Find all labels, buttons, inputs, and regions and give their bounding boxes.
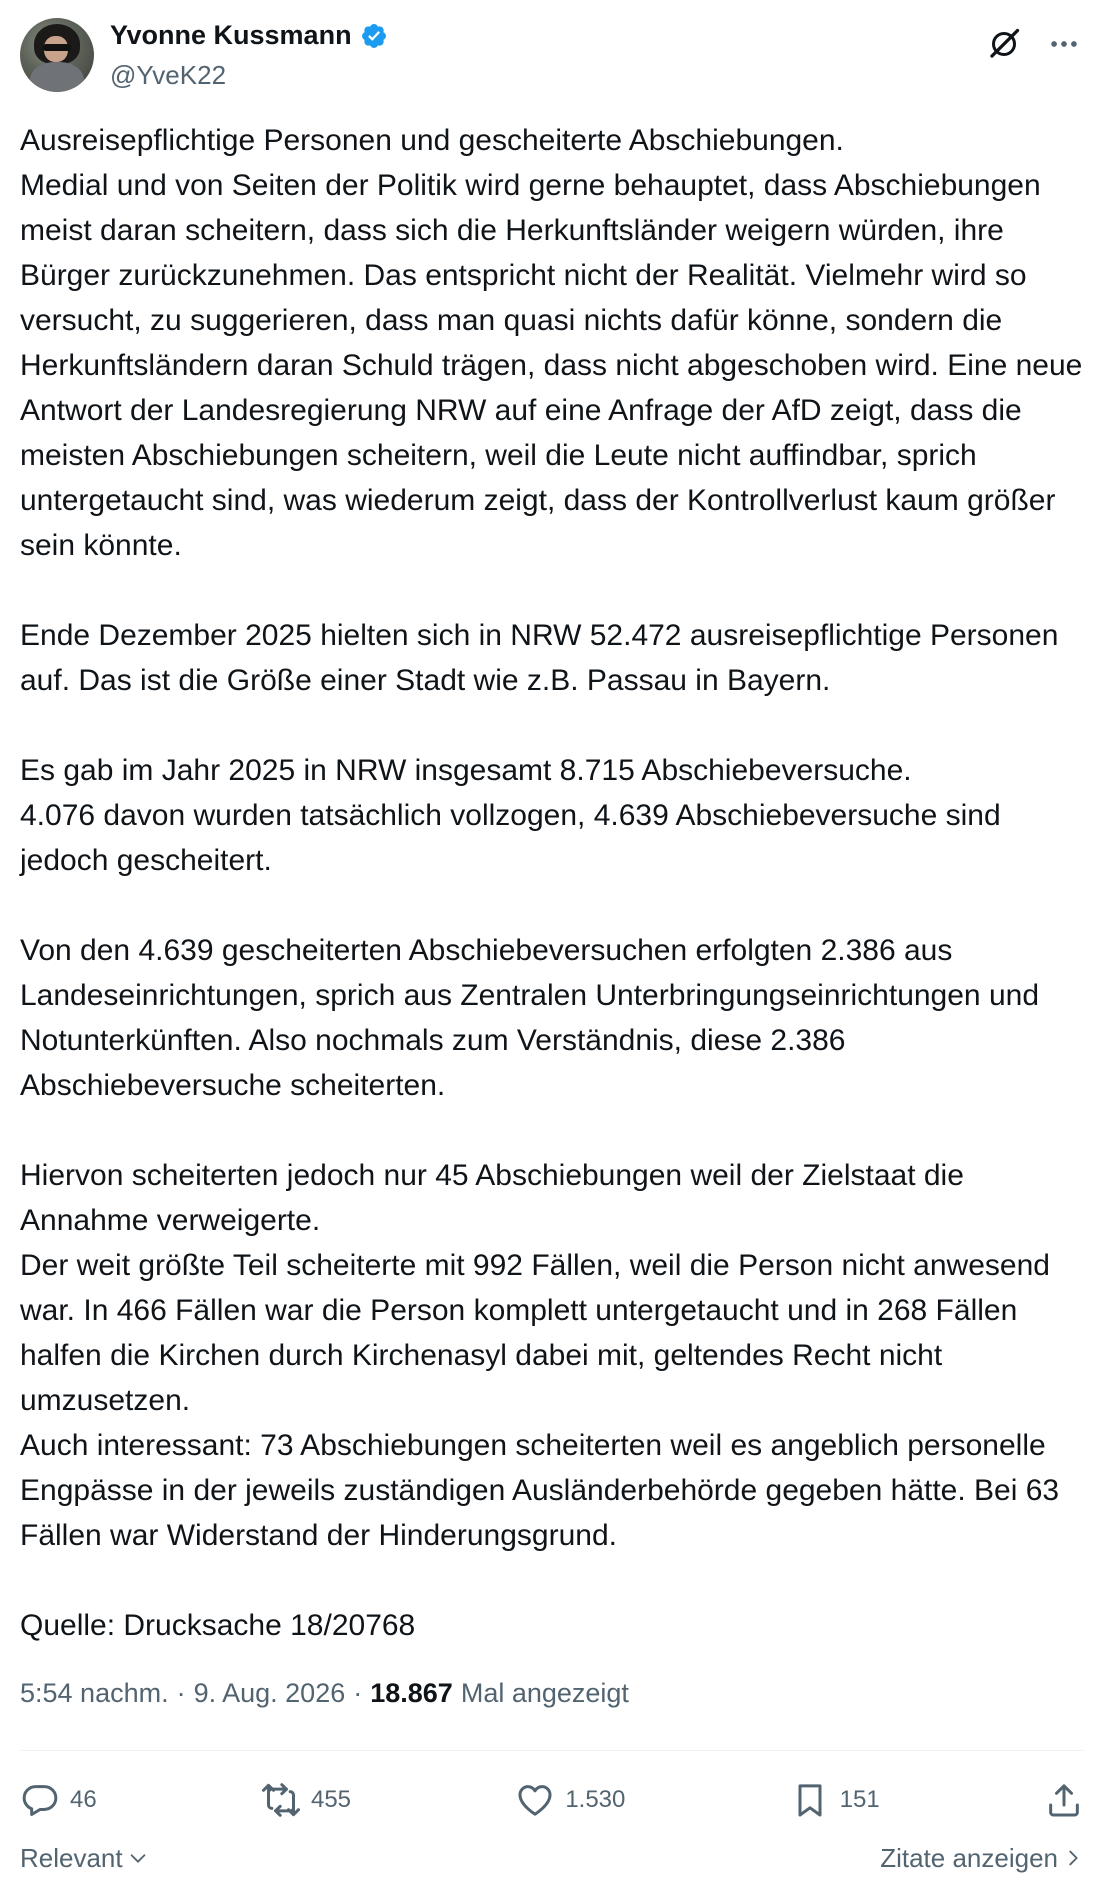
- tweet-line: Quelle: Drucksache 18/20768: [20, 1609, 416, 1642]
- author-name-row[interactable]: [110, 20, 388, 51]
- views-count: 18.867: [370, 1678, 453, 1708]
- tweet-date[interactable]: 9. Aug. 2026: [193, 1678, 346, 1708]
- chevron-down-icon: [127, 1847, 149, 1869]
- reply-count: 46: [70, 1786, 97, 1813]
- bookmark-button[interactable]: [790, 1780, 880, 1820]
- author-handle[interactable]: @YveK22: [110, 60, 227, 90]
- more-dots-icon: [1047, 27, 1081, 61]
- bookmark-count: 151: [839, 1786, 880, 1813]
- share-button[interactable]: [1044, 1780, 1084, 1820]
- sort-dropdown[interactable]: [20, 1843, 149, 1874]
- tweet-line: Es gab im Jahr 2025 in NRW insgesamt 8.715 Abschiebeversuche.: [20, 754, 912, 787]
- action-bar: [20, 1770, 1084, 1830]
- tweet-line: Ende Dezember 2025 hielten sich in NRW 52.472 ausreisepflichtige Personen auf. Das ist die Größe einer Stadt wie z.B. Passau in Bayern.: [20, 619, 1059, 697]
- grok-icon: [986, 26, 1022, 62]
- tweet-line: Auch interessant: 73 Abschiebungen scheiterten weil es angeblich personelle Engpässe in der jeweils zuständigen Ausländerbehörde gegeben hätte. Bei 63 Fällen war Widerstand der Hinderungsgrund.: [20, 1429, 1060, 1552]
- chevron-right-icon: [1062, 1847, 1084, 1869]
- author-name[interactable]: Yvonne Kussmann: [110, 20, 352, 50]
- like-button[interactable]: [515, 1780, 625, 1820]
- heart-icon: [515, 1780, 555, 1820]
- tweet-time[interactable]: 5:54 nachm.: [20, 1678, 169, 1708]
- view-quotes-link[interactable]: [880, 1843, 1084, 1874]
- bookmark-icon: [790, 1780, 830, 1820]
- tweet-text: [20, 118, 1086, 1648]
- meta-separator: ·: [353, 1678, 363, 1708]
- repost-icon: [261, 1780, 301, 1820]
- tweet-line: Hiervon scheiterten jedoch nur 45 Abschiebungen weil der Zielstaat die Annahme verweigerte.: [20, 1159, 964, 1237]
- avatar[interactable]: [20, 18, 94, 92]
- repost-button[interactable]: [261, 1780, 351, 1820]
- tweet-meta: [20, 1678, 629, 1709]
- quotes-label: Zitate anzeigen: [880, 1842, 1058, 1873]
- tweet-line: Medial und von Seiten der Politik wird gerne behauptet, dass Abschiebungen meist daran scheitern, dass sich die Herkunftsländer weigern würden, ihre Bürger zurückzunehmen. Das entspricht nicht der Realität. Vielmehr wird so versucht, zu suggerieren, dass man quasi nichts dafür könne, sondern die Herkunftsländern daran Schuld trägen, dass nicht abgeschoben wird. Eine neue Antwort der Landesregierung NRW auf eine Anfrage der AfD zeigt, dass die meisten Abschiebungen scheitern, weil die Leute nicht auffindbar, sprich untergetaucht sind, was wiederum zeigt, dass der Kontrollverlust kaum größer sein könnte.: [20, 169, 1083, 562]
- share-icon: [1044, 1780, 1084, 1820]
- meta-separator: ·: [176, 1678, 186, 1708]
- tweet-line: Ausreisepflichtige Personen und gescheiterte Abschiebungen.: [20, 124, 844, 157]
- tweet-line: 4.076 davon wurden tatsächlich vollzogen, 4.639 Abschiebeversuche sind jedoch gescheitert.: [20, 799, 1001, 877]
- header-actions: [984, 24, 1084, 64]
- reply-icon: [20, 1780, 60, 1820]
- divider: [20, 1750, 1084, 1751]
- reply-button[interactable]: [20, 1780, 97, 1820]
- sort-label: Relevant: [20, 1842, 123, 1873]
- tweet-line: Von den 4.639 gescheiterten Abschiebeversuchen erfolgten 2.386 aus Landeseinrichtungen, sprich aus Zentralen Unterbringungseinrichtungen und Notunterkünften. Also nochmals zum Verständnis, diese 2.386 Abschiebeversuche scheiterten.: [20, 934, 1040, 1102]
- views-label: Mal angezeigt: [460, 1678, 629, 1708]
- more-options-button[interactable]: [1044, 24, 1084, 64]
- grok-button[interactable]: [984, 24, 1024, 64]
- tweet-header: [20, 18, 1084, 98]
- tweet-footer: [20, 1838, 1084, 1878]
- verified-badge-icon: [360, 22, 388, 50]
- tweet-line: Der weit größte Teil scheiterte mit 992 Fällen, weil die Person nicht anwesend war. In 466 Fällen war die Person komplett untergetaucht und in 268 Fällen halfen die Kirchen durch Kirchenasyl dabei mit, geltendes Recht nicht umzusetzen.: [20, 1249, 1050, 1417]
- like-count: 1.530: [565, 1786, 626, 1813]
- repost-count: 455: [310, 1786, 352, 1813]
